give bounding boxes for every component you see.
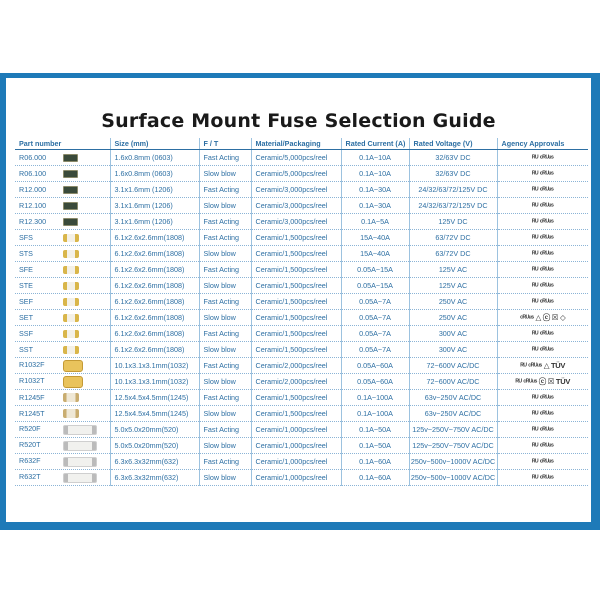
- column-header: Rated Voltage (V): [409, 138, 497, 150]
- agency-approvals-cell: ᴿᵁ ᶜᴿᵁᵘˢ: [497, 406, 588, 422]
- part-number: R632F: [19, 456, 41, 466]
- rated-voltage-cell: 63v~250V AC/DC: [409, 406, 497, 422]
- rated-current-cell: 0.1A~50A: [341, 422, 409, 438]
- rated-voltage-cell: 72~600V AC/DC: [409, 358, 497, 374]
- chip-fuse-icon: [63, 186, 78, 194]
- part-number-cell: [15, 198, 110, 214]
- part-number: R06.000: [19, 152, 47, 162]
- fuse-speed-cell: Slow blow: [199, 310, 251, 326]
- fuse-speed-cell: Slow blow: [199, 278, 251, 294]
- part-number: R1032T: [19, 376, 45, 386]
- agency-approvals-cell: ᴿᵁ ᶜᴿᵁᵘˢ: [497, 278, 588, 294]
- fuse-selection-table: [15, 138, 588, 486]
- rated-current-cell: 0.1A~10A: [341, 166, 409, 182]
- table-row: [15, 166, 588, 182]
- rated-current-cell: 0.1A~60A: [341, 470, 409, 486]
- table-row: [15, 438, 588, 454]
- table-row: [15, 374, 588, 390]
- rated-current-cell: 0.1A~50A: [341, 438, 409, 454]
- rated-current-cell: 0.05A~7A: [341, 326, 409, 342]
- size-cell: 3.1x1.6mm (1206): [110, 182, 199, 198]
- column-header: Material/Packaging: [251, 138, 341, 150]
- part-number: STS: [19, 248, 33, 258]
- part-number-cell: [15, 230, 110, 246]
- rated-voltage-cell: 125v~250V~750V AC/DC: [409, 422, 497, 438]
- tube-fuse-icon: [63, 425, 97, 435]
- size-cell: 1.6x0.8mm (0603): [110, 166, 199, 182]
- tube-fuse-icon: [63, 473, 97, 483]
- material-cell: Ceramic/1,000pcs/reel: [251, 438, 341, 454]
- tube-fuse-icon: [63, 457, 97, 467]
- part-number: SET: [19, 312, 33, 322]
- rated-current-cell: 0.05A~15A: [341, 278, 409, 294]
- agency-approvals-cell: ᴿᵁ ᶜᴿᵁᵘˢ: [497, 470, 588, 486]
- part-number-cell: [15, 182, 110, 198]
- fuse-speed-cell: Slow blow: [199, 342, 251, 358]
- table-row: [15, 246, 588, 262]
- table-row: [15, 342, 588, 358]
- rated-voltage-cell: 32/63V DC: [409, 150, 497, 166]
- part-number-cell: [15, 390, 110, 406]
- part-number-cell: [15, 246, 110, 262]
- cartridge-fuse-icon: [63, 266, 79, 274]
- part-number: SEF: [19, 296, 33, 306]
- size-cell: 10.1x3.1x3.1mm(1032): [110, 374, 199, 390]
- part-number-cell: [15, 214, 110, 230]
- column-header: Agency Approvals: [497, 138, 588, 150]
- part-number: R06.100: [19, 168, 47, 178]
- material-cell: Ceramic/1,000pcs/reel: [251, 422, 341, 438]
- rated-voltage-cell: 300V AC: [409, 326, 497, 342]
- cartridge-fuse-icon: [63, 314, 79, 322]
- agency-approvals-cell: ᴿᵁ ᶜᴿᵁᵘˢ: [497, 326, 588, 342]
- fuse-speed-cell: Slow blow: [199, 438, 251, 454]
- part-number-cell: [15, 166, 110, 182]
- rated-voltage-cell: 125v~250V~750V AC/DC: [409, 438, 497, 454]
- material-cell: Ceramic/1,500pcs/reel: [251, 342, 341, 358]
- part-number-cell: [15, 422, 110, 438]
- document-panel: [6, 78, 591, 522]
- rated-current-cell: 0.1A~30A: [341, 182, 409, 198]
- table-header-row: [15, 138, 588, 150]
- rated-current-cell: 0.05A~60A: [341, 374, 409, 390]
- table-row: [15, 294, 588, 310]
- page-title: Surface Mount Fuse Selection Guide: [101, 110, 496, 132]
- part-number-cell: [15, 470, 110, 486]
- column-header: Size (mm): [110, 138, 199, 150]
- rated-voltage-cell: 300V AC: [409, 342, 497, 358]
- size-cell: 6.1x2.6x2.6mm(1808): [110, 326, 199, 342]
- fuse-speed-cell: Fast Acting: [199, 230, 251, 246]
- size-cell: 6.1x2.6x2.6mm(1808): [110, 262, 199, 278]
- fuse-speed-cell: Slow blow: [199, 198, 251, 214]
- pico-fuse-icon: [63, 360, 83, 372]
- chip-fuse-icon: [63, 154, 78, 162]
- material-cell: Ceramic/1,500pcs/reel: [251, 310, 341, 326]
- part-number-cell: [15, 438, 110, 454]
- part-number: R12.100: [19, 200, 47, 210]
- agency-approvals-cell: ᶜᴿᵁᵘˢ △ ⓒ ☒ ◇: [497, 310, 588, 326]
- blue-border-frame: [0, 73, 600, 530]
- part-number-cell: [15, 294, 110, 310]
- fuse-speed-cell: Fast Acting: [199, 150, 251, 166]
- material-cell: Ceramic/1,000pcs/reel: [251, 454, 341, 470]
- column-header: Rated Current (A): [341, 138, 409, 150]
- size-cell: 12.5x4.5x4.5mm(1245): [110, 406, 199, 422]
- material-cell: Ceramic/1,500pcs/reel: [251, 294, 341, 310]
- rated-current-cell: 0.05A~60A: [341, 358, 409, 374]
- table-row: [15, 278, 588, 294]
- fuse-speed-cell: Fast Acting: [199, 454, 251, 470]
- size-cell: 6.1x2.6x2.6mm(1808): [110, 278, 199, 294]
- rated-voltage-cell: 63/72V DC: [409, 230, 497, 246]
- table-row: [15, 358, 588, 374]
- rated-voltage-cell: 250v~500v~1000V AC/DC: [409, 454, 497, 470]
- part-number: R12.000: [19, 184, 47, 194]
- agency-approvals-cell: ᴿᵁ ᶜᴿᵁᵘˢ: [497, 262, 588, 278]
- part-number: R1032F: [19, 360, 45, 370]
- column-header: F / T: [199, 138, 251, 150]
- rated-voltage-cell: 250v~500v~1000V AC/DC: [409, 470, 497, 486]
- agency-approvals-cell: ᴿᵁ ᶜᴿᵁᵘˢ: [497, 150, 588, 166]
- fuse-speed-cell: Fast Acting: [199, 422, 251, 438]
- table-row: [15, 198, 588, 214]
- rated-voltage-cell: 125V DC: [409, 214, 497, 230]
- rated-current-cell: 0.1A~100A: [341, 390, 409, 406]
- table-row: [15, 390, 588, 406]
- fuse-speed-cell: Fast Acting: [199, 294, 251, 310]
- part-number: STE: [19, 280, 33, 290]
- size-cell: 5.0x5.0x20mm(520): [110, 422, 199, 438]
- agency-approvals-cell: ᴿᵁ ᶜᴿᵁᵘˢ: [497, 230, 588, 246]
- agency-approvals-cell: ᴿᵁ ᶜᴿᵁᵘˢ: [497, 198, 588, 214]
- rated-current-cell: 0.05A~15A: [341, 262, 409, 278]
- cartridge-fuse-icon: [63, 282, 79, 290]
- column-header: Part number: [15, 138, 110, 150]
- table-row: [15, 406, 588, 422]
- rated-voltage-cell: 250V AC: [409, 310, 497, 326]
- agency-approvals-cell: ᴿᵁ ᶜᴿᵁᵘˢ △ TÜV: [497, 358, 588, 374]
- cartridge-fuse-icon: [63, 346, 79, 354]
- table-row: [15, 454, 588, 470]
- part-number-cell: [15, 374, 110, 390]
- agency-approvals-cell: ᴿᵁ ᶜᴿᵁᵘˢ: [497, 422, 588, 438]
- agency-approvals-cell: ᴿᵁ ᶜᴿᵁᵘˢ: [497, 246, 588, 262]
- material-cell: Ceramic/1,500pcs/reel: [251, 230, 341, 246]
- part-number: R520F: [19, 424, 41, 434]
- part-number: SST: [19, 344, 33, 354]
- part-number: SSF: [19, 328, 33, 338]
- material-cell: Ceramic/1,500pcs/reel: [251, 246, 341, 262]
- table-row: [15, 310, 588, 326]
- part-number: R1245F: [19, 392, 45, 402]
- material-cell: Ceramic/1,500pcs/reel: [251, 262, 341, 278]
- fuse-speed-cell: Fast Acting: [199, 182, 251, 198]
- rated-current-cell: 15A~40A: [341, 230, 409, 246]
- rated-current-cell: 0.1A~100A: [341, 406, 409, 422]
- part-number-cell: [15, 150, 110, 166]
- size-cell: 6.1x2.6x2.6mm(1808): [110, 342, 199, 358]
- material-cell: Ceramic/2,000pcs/reel: [251, 374, 341, 390]
- size-cell: 6.1x2.6x2.6mm(1808): [110, 246, 199, 262]
- fuse-speed-cell: Slow blow: [199, 246, 251, 262]
- rated-current-cell: 0.1A~30A: [341, 198, 409, 214]
- agency-approvals-cell: ᴿᵁ ᶜᴿᵁᵘˢ: [497, 342, 588, 358]
- size-cell: 6.1x2.6x2.6mm(1808): [110, 294, 199, 310]
- rated-voltage-cell: 63v~250V AC/DC: [409, 390, 497, 406]
- material-cell: Ceramic/1,500pcs/reel: [251, 326, 341, 342]
- agency-approvals-cell: ᴿᵁ ᶜᴿᵁᵘˢ: [497, 454, 588, 470]
- part-number: SFE: [19, 264, 33, 274]
- material-cell: Ceramic/3,000pcs/reel: [251, 214, 341, 230]
- ceramic-fuse-icon: [63, 393, 79, 402]
- part-number-cell: [15, 358, 110, 374]
- part-number-cell: [15, 278, 110, 294]
- cartridge-fuse-icon: [63, 298, 79, 306]
- chip-fuse-icon: [63, 170, 78, 178]
- ceramic-fuse-icon: [63, 409, 79, 418]
- part-number: SFS: [19, 232, 33, 242]
- fuse-speed-cell: Slow blow: [199, 166, 251, 182]
- table-row: [15, 326, 588, 342]
- tube-fuse-icon: [63, 441, 97, 451]
- rated-voltage-cell: 24/32/63/72/125V DC: [409, 182, 497, 198]
- rated-voltage-cell: 24/32/63/72/125V DC: [409, 198, 497, 214]
- part-number-cell: [15, 262, 110, 278]
- material-cell: Ceramic/3,000pcs/reel: [251, 198, 341, 214]
- cartridge-fuse-icon: [63, 250, 79, 258]
- fuse-speed-cell: Slow blow: [199, 406, 251, 422]
- material-cell: Ceramic/5,000pcs/reel: [251, 150, 341, 166]
- rated-voltage-cell: 125V AC: [409, 262, 497, 278]
- agency-approvals-cell: ᴿᵁ ᶜᴿᵁᵘˢ: [497, 182, 588, 198]
- rated-current-cell: 0.05A~7A: [341, 294, 409, 310]
- fuse-speed-cell: Slow blow: [199, 470, 251, 486]
- agency-approvals-cell: ᴿᵁ ᶜᴿᵁᵘˢ: [497, 390, 588, 406]
- rated-current-cell: 15A~40A: [341, 246, 409, 262]
- size-cell: 5.0x5.0x20mm(520): [110, 438, 199, 454]
- part-number-cell: [15, 326, 110, 342]
- cartridge-fuse-icon: [63, 330, 79, 338]
- rated-current-cell: 0.1A~60A: [341, 454, 409, 470]
- cartridge-fuse-icon: [63, 234, 79, 242]
- rated-voltage-cell: 32/63V DC: [409, 166, 497, 182]
- table-row: [15, 214, 588, 230]
- agency-approvals-cell: ᴿᵁ ᶜᴿᵁᵘˢ ⓒ ☒ TÜV: [497, 374, 588, 390]
- size-cell: 6.3x6.3x32mm(632): [110, 470, 199, 486]
- chip-fuse-icon: [63, 202, 78, 210]
- size-cell: 12.5x4.5x4.5mm(1245): [110, 390, 199, 406]
- chip-fuse-icon: [63, 218, 78, 226]
- agency-approvals-cell: ᴿᵁ ᶜᴿᵁᵘˢ: [497, 214, 588, 230]
- size-cell: 1.6x0.8mm (0603): [110, 150, 199, 166]
- table-row: [15, 150, 588, 166]
- size-cell: 6.1x2.6x2.6mm(1808): [110, 230, 199, 246]
- part-number-cell: [15, 310, 110, 326]
- part-number-cell: [15, 342, 110, 358]
- fuse-speed-cell: Fast Acting: [199, 358, 251, 374]
- material-cell: Ceramic/1,500pcs/reel: [251, 278, 341, 294]
- size-cell: 10.1x3.1x3.1mm(1032): [110, 358, 199, 374]
- table-row: [15, 262, 588, 278]
- part-number: R520T: [19, 440, 41, 450]
- rated-voltage-cell: 125V AC: [409, 278, 497, 294]
- fuse-speed-cell: Fast Acting: [199, 390, 251, 406]
- size-cell: 6.1x2.6x2.6mm(1808): [110, 310, 199, 326]
- rated-current-cell: 0.1A~5A: [341, 214, 409, 230]
- agency-approvals-cell: ᴿᵁ ᶜᴿᵁᵘˢ: [497, 294, 588, 310]
- agency-approvals-cell: ᴿᵁ ᶜᴿᵁᵘˢ: [497, 166, 588, 182]
- part-number: R1245T: [19, 408, 45, 418]
- rated-current-cell: 0.05A~7A: [341, 310, 409, 326]
- fuse-speed-cell: Fast Acting: [199, 326, 251, 342]
- part-number-cell: [15, 406, 110, 422]
- material-cell: Ceramic/5,000pcs/reel: [251, 166, 341, 182]
- rated-current-cell: 0.05A~7A: [341, 342, 409, 358]
- material-cell: Ceramic/2,000pcs/reel: [251, 358, 341, 374]
- table-row: [15, 182, 588, 198]
- rated-voltage-cell: 72~600V AC/DC: [409, 374, 497, 390]
- size-cell: 6.3x6.3x32mm(632): [110, 454, 199, 470]
- pico-fuse-icon: [63, 376, 83, 388]
- material-cell: Ceramic/3,000pcs/reel: [251, 182, 341, 198]
- rated-current-cell: 0.1A~10A: [341, 150, 409, 166]
- part-number-cell: [15, 454, 110, 470]
- rated-voltage-cell: 250V AC: [409, 294, 497, 310]
- agency-approvals-cell: ᴿᵁ ᶜᴿᵁᵘˢ: [497, 438, 588, 454]
- part-number: R632T: [19, 472, 41, 482]
- size-cell: 3.1x1.6mm (1206): [110, 198, 199, 214]
- material-cell: Ceramic/1,500pcs/reel: [251, 406, 341, 422]
- fuse-speed-cell: Fast Acting: [199, 214, 251, 230]
- part-number: R12.300: [19, 216, 47, 226]
- table-row: [15, 230, 588, 246]
- material-cell: Ceramic/1,500pcs/reel: [251, 390, 341, 406]
- material-cell: Ceramic/1,000pcs/reel: [251, 470, 341, 486]
- table-row: [15, 422, 588, 438]
- table-row: [15, 470, 588, 486]
- rated-voltage-cell: 63/72V DC: [409, 246, 497, 262]
- fuse-speed-cell: Fast Acting: [199, 262, 251, 278]
- fuse-speed-cell: Slow blow: [199, 374, 251, 390]
- size-cell: 3.1x1.6mm (1206): [110, 214, 199, 230]
